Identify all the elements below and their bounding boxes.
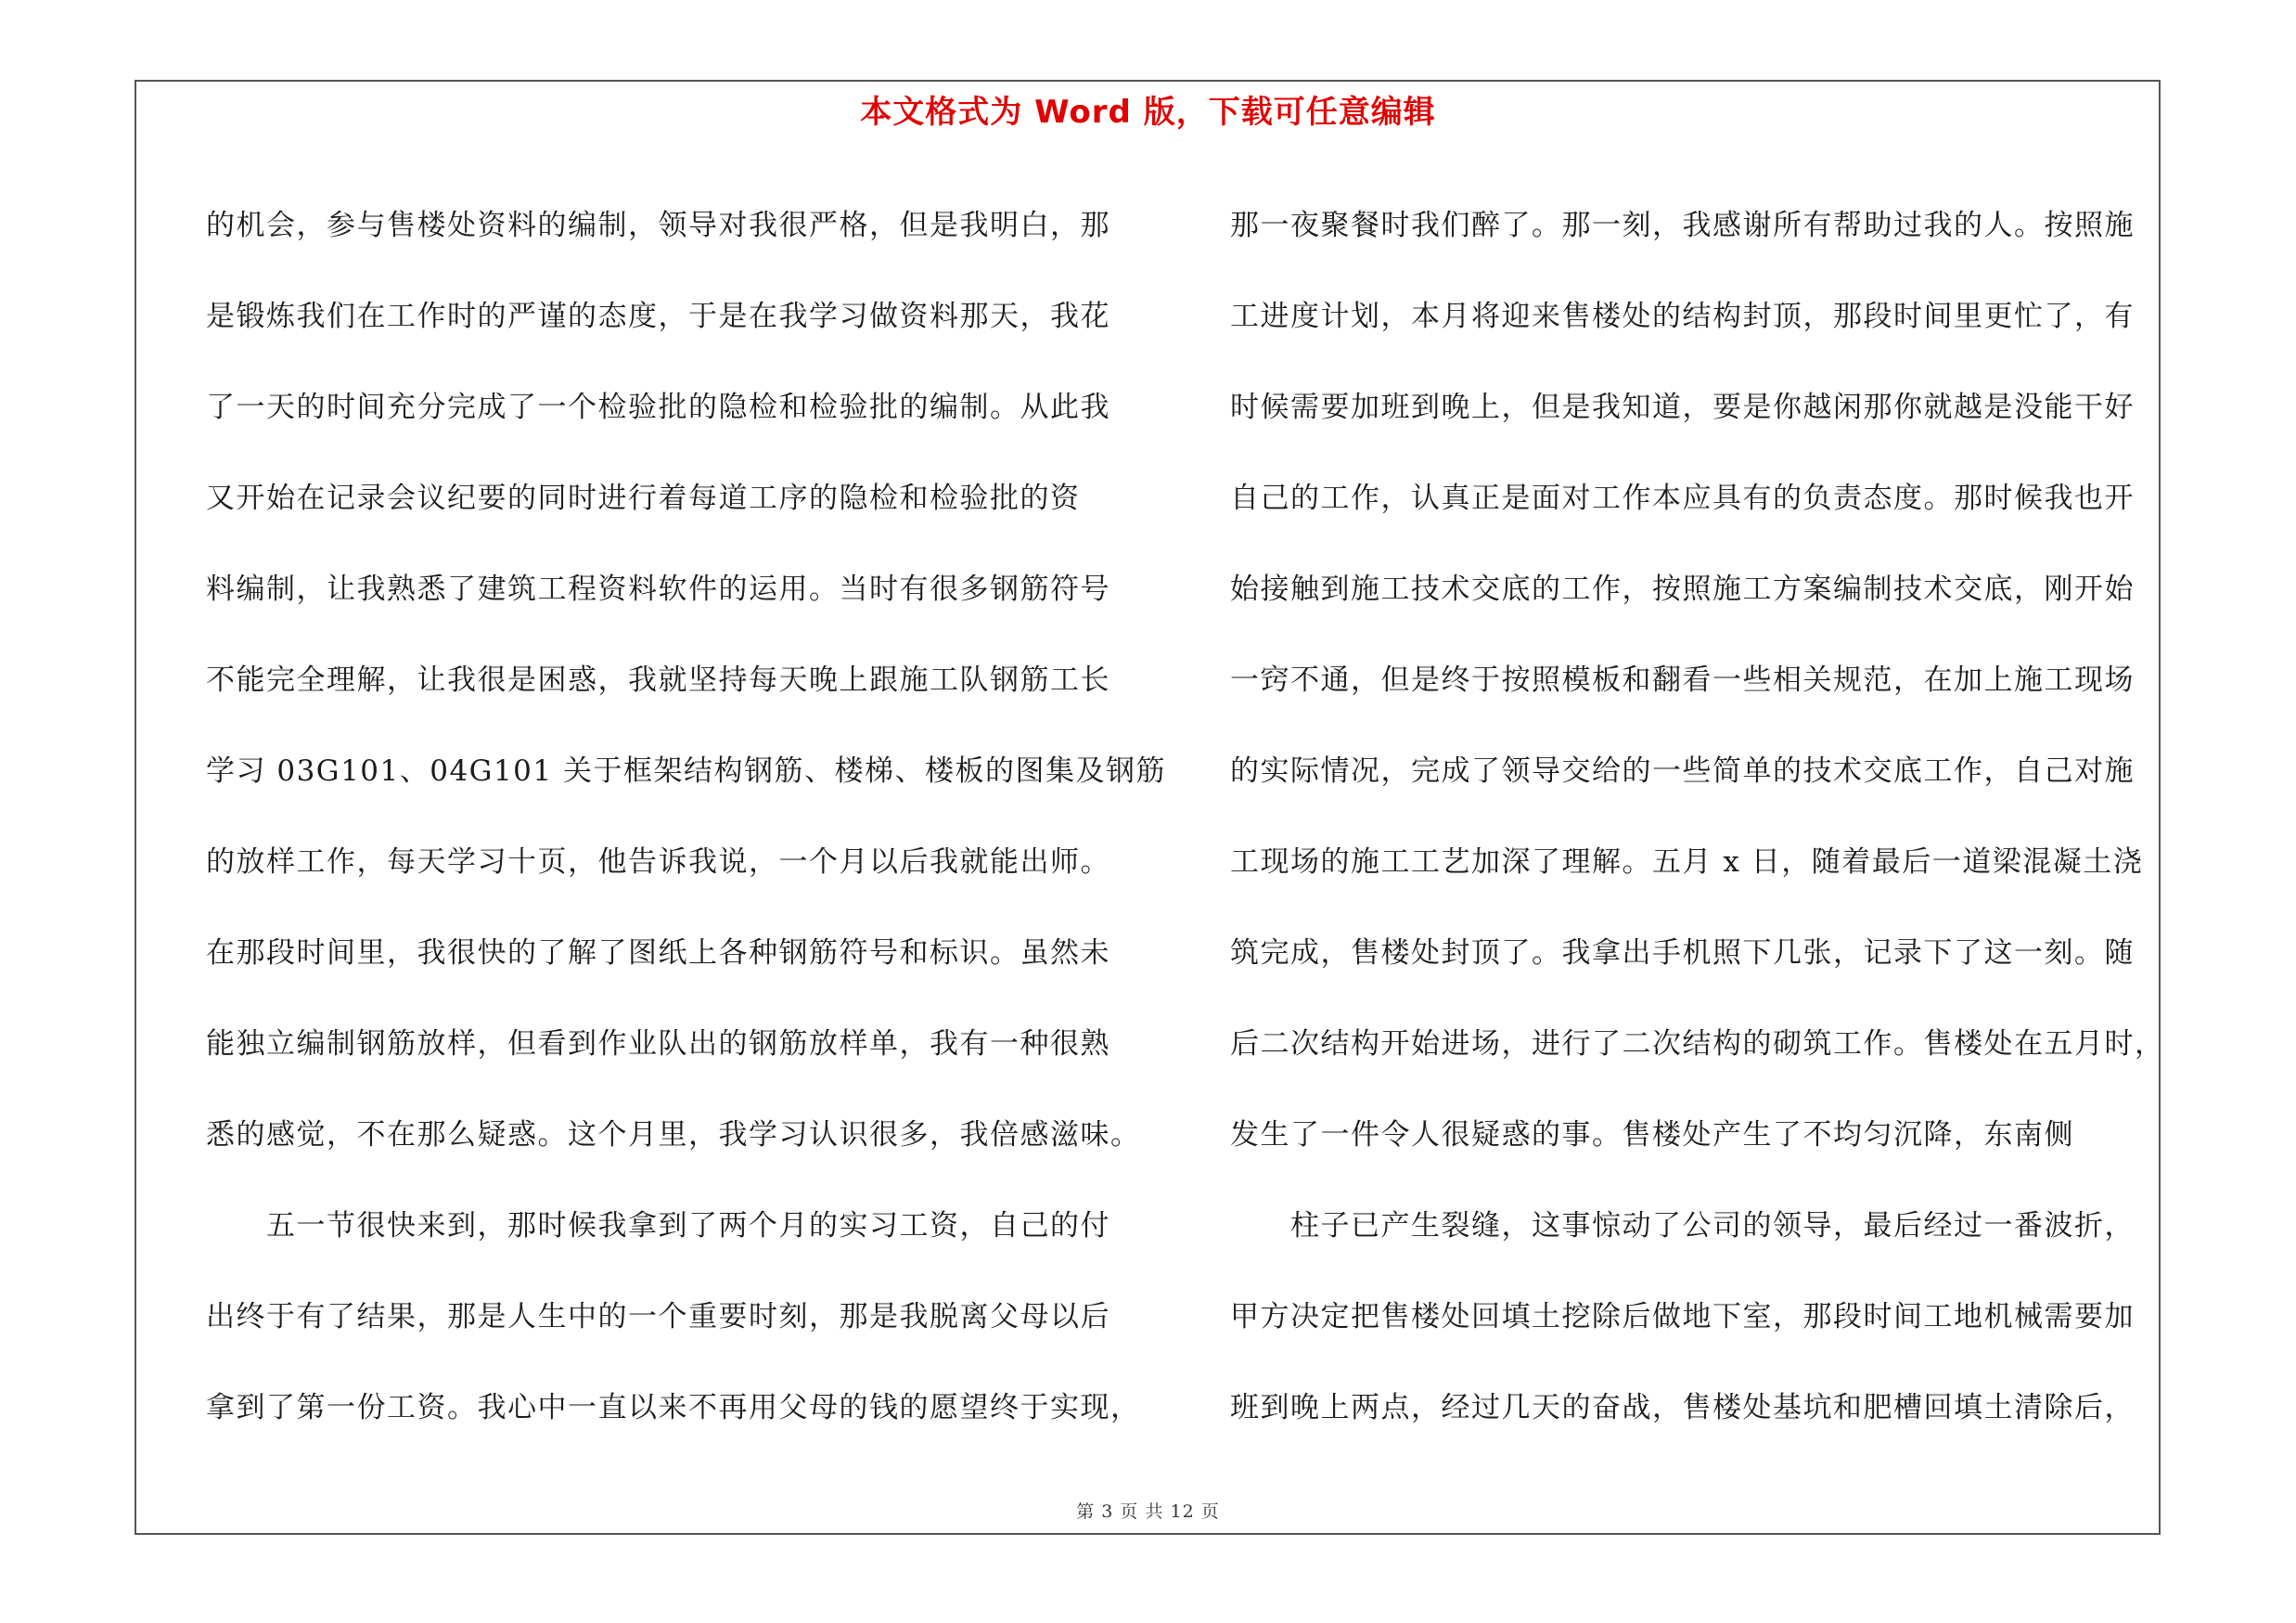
- text-line: 出终于有了结果，那是人生中的一个重要时刻，那是我脱离父母以后: [206, 1300, 1110, 1333]
- text-line: 了一天的时间充分完成了一个检验批的隐检和检验批的编制。从此我: [206, 391, 1110, 424]
- text-line: 工现场的施工工艺加深了理解。五月 x 日，随着最后一道梁混凝土浇: [1230, 845, 2144, 879]
- text-line: 柱子已产生裂缝，这事惊动了公司的领导，最后经过一番波折，: [1230, 1209, 2135, 1243]
- text-line: 料编制，让我熟悉了建筑工程资料软件的运用。当时有很多钢筋符号: [206, 573, 1110, 606]
- text-line: 在那段时间里，我很快的了解了图纸上各种钢筋符号和标识。虽然未: [206, 936, 1110, 970]
- text-line: 筑完成，售楼处封顶了。我拿出手机照下几张，记录下了这一刻。随: [1230, 936, 2135, 970]
- text-line: 悉的感觉，不在那么疑惑。这个月里，我学习认识很多，我倍感滋味。: [206, 1118, 1141, 1152]
- text-line: 甲方决定把售楼处回填土挖除后做地下室，那段时间工地机械需要加: [1230, 1300, 2135, 1333]
- text-line: 拿到了第一份工资。我心中一直以来不再用父母的钱的愿望终于实现，: [206, 1391, 1141, 1424]
- right-text-column: [1230, 180, 2165, 1453]
- text-line: 五一节很快来到，那时候我拿到了两个月的实习工资，自己的付: [206, 1209, 1110, 1243]
- text-line: 的放样工作，每天学习十页，他告诉我说，一个月以后我就能出师。: [206, 845, 1110, 879]
- word-format-banner: 本文格式为 Word 版，下载可任意编辑: [860, 94, 1436, 131]
- text-line: 是锻炼我们在工作时的严谨的态度，于是在我学习做资料那天，我花: [206, 300, 1110, 333]
- text-line: 时候需要加班到晚上，但是我知道，要是你越闲那你就越是没能干好: [1230, 391, 2135, 424]
- text-line: 班到晚上两点，经过几天的奋战，售楼处基坑和肥槽回填土清除后，: [1230, 1391, 2135, 1424]
- text-line: 自己的工作，认真正是面对工作本应具有的负责态度。那时候我也开: [1230, 482, 2135, 515]
- text-line: 始接触到施工技术交底的工作，按照施工方案编制技术交底，刚开始: [1230, 573, 2135, 606]
- text-line: 一窍不通，但是终于按照模板和翻看一些相关规范，在加上施工现场: [1230, 663, 2135, 697]
- text-line: 能独立编制钢筋放样，但看到作业队出的钢筋放样单，我有一种很熟: [206, 1027, 1110, 1061]
- text-line: 的机会，参与售楼处资料的编制，领导对我很严格，但是我明白，那: [206, 209, 1110, 242]
- page-number-footer: 第 3 页 共 12 页: [1076, 1501, 1220, 1522]
- text-line: 又开始在记录会议纪要的同时进行着每道工序的隐检和检验批的资: [206, 482, 1081, 515]
- text-line: 不能完全理解，让我很是困惑，我就坚持每天晚上跟施工队钢筋工长: [206, 663, 1110, 697]
- text-line: 那一夜聚餐时我们醉了。那一刻，我感谢所有帮助过我的人。按照施: [1230, 209, 2135, 242]
- left-text-column: [206, 180, 1166, 1453]
- text-line: 发生了一件令人很疑惑的事。售楼处产生了不均匀沉降，东南侧: [1230, 1118, 2074, 1152]
- text-line: 工进度计划，本月将迎来售楼处的结构封顶，那段时间里更忙了，有: [1230, 300, 2135, 333]
- text-line: 的实际情况，完成了领导交给的一些简单的技术交底工作，自己对施: [1230, 754, 2135, 788]
- text-line: 后二次结构开始进场，进行了二次结构的砌筑工作。售楼处在五月时，: [1230, 1027, 2165, 1061]
- text-line: 学习 03G101、04G101 关于框架结构钢筋、楼梯、楼板的图集及钢筋: [206, 754, 1166, 788]
